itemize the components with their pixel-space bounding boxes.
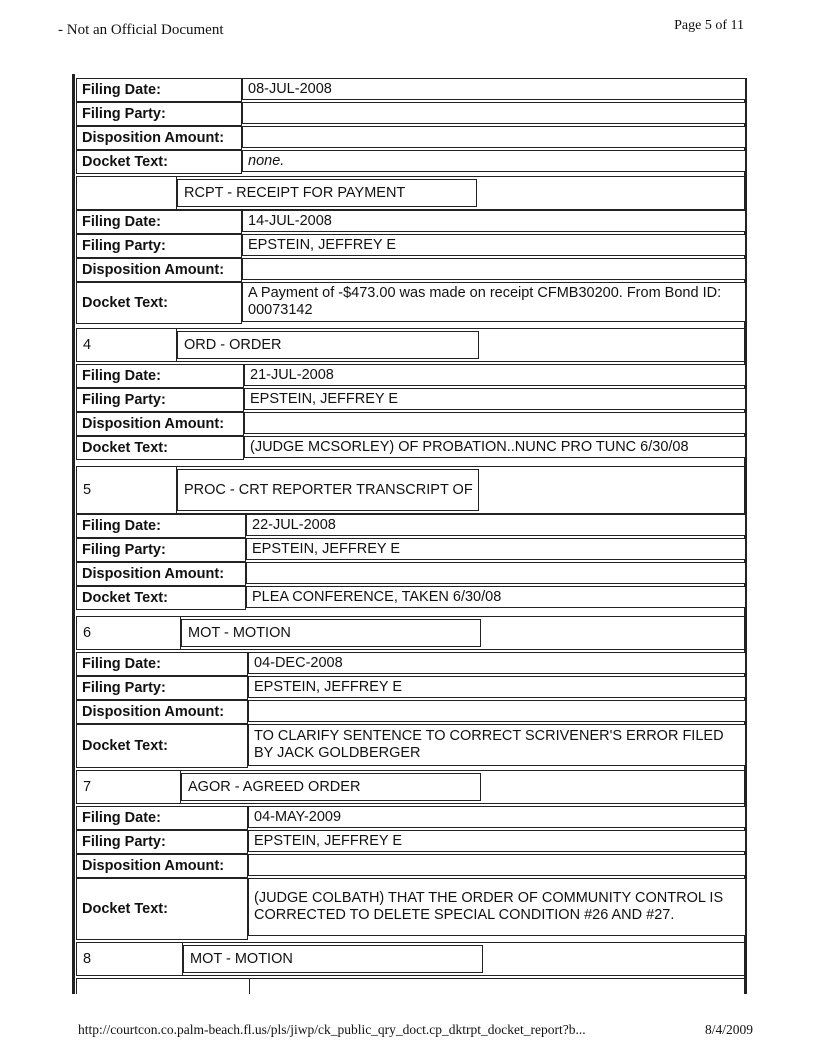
header-disclaimer: - Not an Official Document [58, 22, 224, 38]
filing-party-label: Filing Party: [76, 538, 246, 562]
entry-number: 7 [77, 771, 181, 803]
disposition-amount-value [248, 854, 746, 876]
filing-party-value: EPSTEIN, JEFFREY E [246, 538, 746, 560]
filing-party-label: Filing Party: [76, 830, 248, 854]
filing-date-value: 14-JUL-2008 [242, 210, 746, 232]
truncated-row [76, 978, 746, 994]
docket-text-label: Docket Text: [76, 436, 244, 460]
entry-title: MOT - MOTION [183, 945, 483, 973]
docket-entry-header [76, 770, 746, 804]
disposition-amount-label: Disposition Amount: [76, 258, 242, 282]
entry-number: 4 [77, 329, 177, 361]
filing-date-value: 22-JUL-2008 [246, 514, 746, 536]
entry-number: 8 [77, 943, 183, 975]
entry-number: 6 [77, 617, 181, 649]
filing-party-value [242, 102, 746, 124]
docket-text-value: none. [242, 150, 746, 172]
entry-title: AGOR - AGREED ORDER [181, 773, 481, 801]
docket-text-value: PLEA CONFERENCE, TAKEN 6/30/08 [246, 586, 746, 608]
filing-date-label: Filing Date: [76, 652, 248, 676]
disposition-amount-value [244, 412, 746, 434]
disposition-amount-label: Disposition Amount: [76, 700, 248, 724]
docket-text-value: (JUDGE COLBATH) THAT THE ORDER OF COMMUNITY CONTROL IS CORRECTED TO DELETE SPECIAL CONDITION #26 AND #27. [248, 878, 746, 936]
docket-entry-header [76, 466, 746, 514]
disposition-amount-label: Disposition Amount: [76, 412, 244, 436]
entry-title: PROC - CRT REPORTER TRANSCRIPT OF [177, 469, 479, 511]
footer-url: http://courtcon.co.palm-beach.fl.us/pls/jiwp/ck_public_qry_doct.cp_dktrpt_docket_report?b... [78, 1022, 586, 1037]
footer-date: 8/4/2009 [705, 1022, 754, 1037]
filing-date-value: 04-DEC-2008 [248, 652, 746, 674]
column-divider [249, 979, 250, 994]
filing-party-label: Filing Party: [76, 676, 248, 700]
page-number: Page 5 of 11 [674, 18, 744, 33]
disposition-amount-value [242, 258, 746, 280]
filing-date-label: Filing Date: [76, 78, 242, 102]
entry-title: RCPT - RECEIPT FOR PAYMENT [177, 179, 477, 207]
filing-date-label: Filing Date: [76, 364, 244, 388]
disposition-amount-value [246, 562, 746, 584]
filing-party-value: EPSTEIN, JEFFREY E [248, 676, 746, 698]
disposition-amount-label: Disposition Amount: [76, 562, 246, 586]
entry-number [77, 177, 177, 209]
docket-text-label: Docket Text: [76, 586, 246, 610]
disposition-amount-label: Disposition Amount: [76, 854, 248, 878]
docket-text-label: Docket Text: [76, 724, 248, 768]
filing-party-label: Filing Party: [76, 388, 244, 412]
disposition-amount-value [248, 700, 746, 722]
docket-entry-header [76, 176, 746, 210]
filing-date-value: 21-JUL-2008 [244, 364, 746, 386]
filing-party-value: EPSTEIN, JEFFREY E [248, 830, 746, 852]
docket-text-value: (JUDGE MCSORLEY) OF PROBATION..NUNC PRO TUNC 6/30/08 [244, 436, 746, 458]
docket-text-value: TO CLARIFY SENTENCE TO CORRECT SCRIVENER'S ERROR FILED BY JACK GOLDBERGER [248, 724, 746, 766]
docket-report [72, 74, 748, 994]
filing-party-label: Filing Party: [76, 234, 242, 258]
docket-entry-header [76, 328, 746, 362]
filing-date-value: 04-MAY-2009 [248, 806, 746, 828]
entry-number: 5 [77, 467, 177, 513]
entry-title: MOT - MOTION [181, 619, 481, 647]
docket-entry-header [76, 616, 746, 650]
docket-text-label: Docket Text: [76, 878, 248, 940]
docket-text-value: A Payment of -$473.00 was made on receipt CFMB30200. From Bond ID: 00073142 [242, 282, 746, 322]
filing-date-label: Filing Date: [76, 210, 242, 234]
docket-text-label: Docket Text: [76, 282, 242, 324]
filing-date-label: Filing Date: [76, 514, 246, 538]
docket-text-label: Docket Text: [76, 150, 242, 174]
filing-date-value: 08-JUL-2008 [242, 78, 746, 100]
filing-party-value: EPSTEIN, JEFFREY E [244, 388, 746, 410]
left-border [72, 74, 75, 994]
disposition-amount-label: Disposition Amount: [76, 126, 242, 150]
entry-title: ORD - ORDER [177, 331, 479, 359]
filing-date-label: Filing Date: [76, 806, 248, 830]
filing-party-value: EPSTEIN, JEFFREY E [242, 234, 746, 256]
filing-party-label: Filing Party: [76, 102, 242, 126]
disposition-amount-value [242, 126, 746, 148]
docket-entry-header [76, 942, 746, 976]
